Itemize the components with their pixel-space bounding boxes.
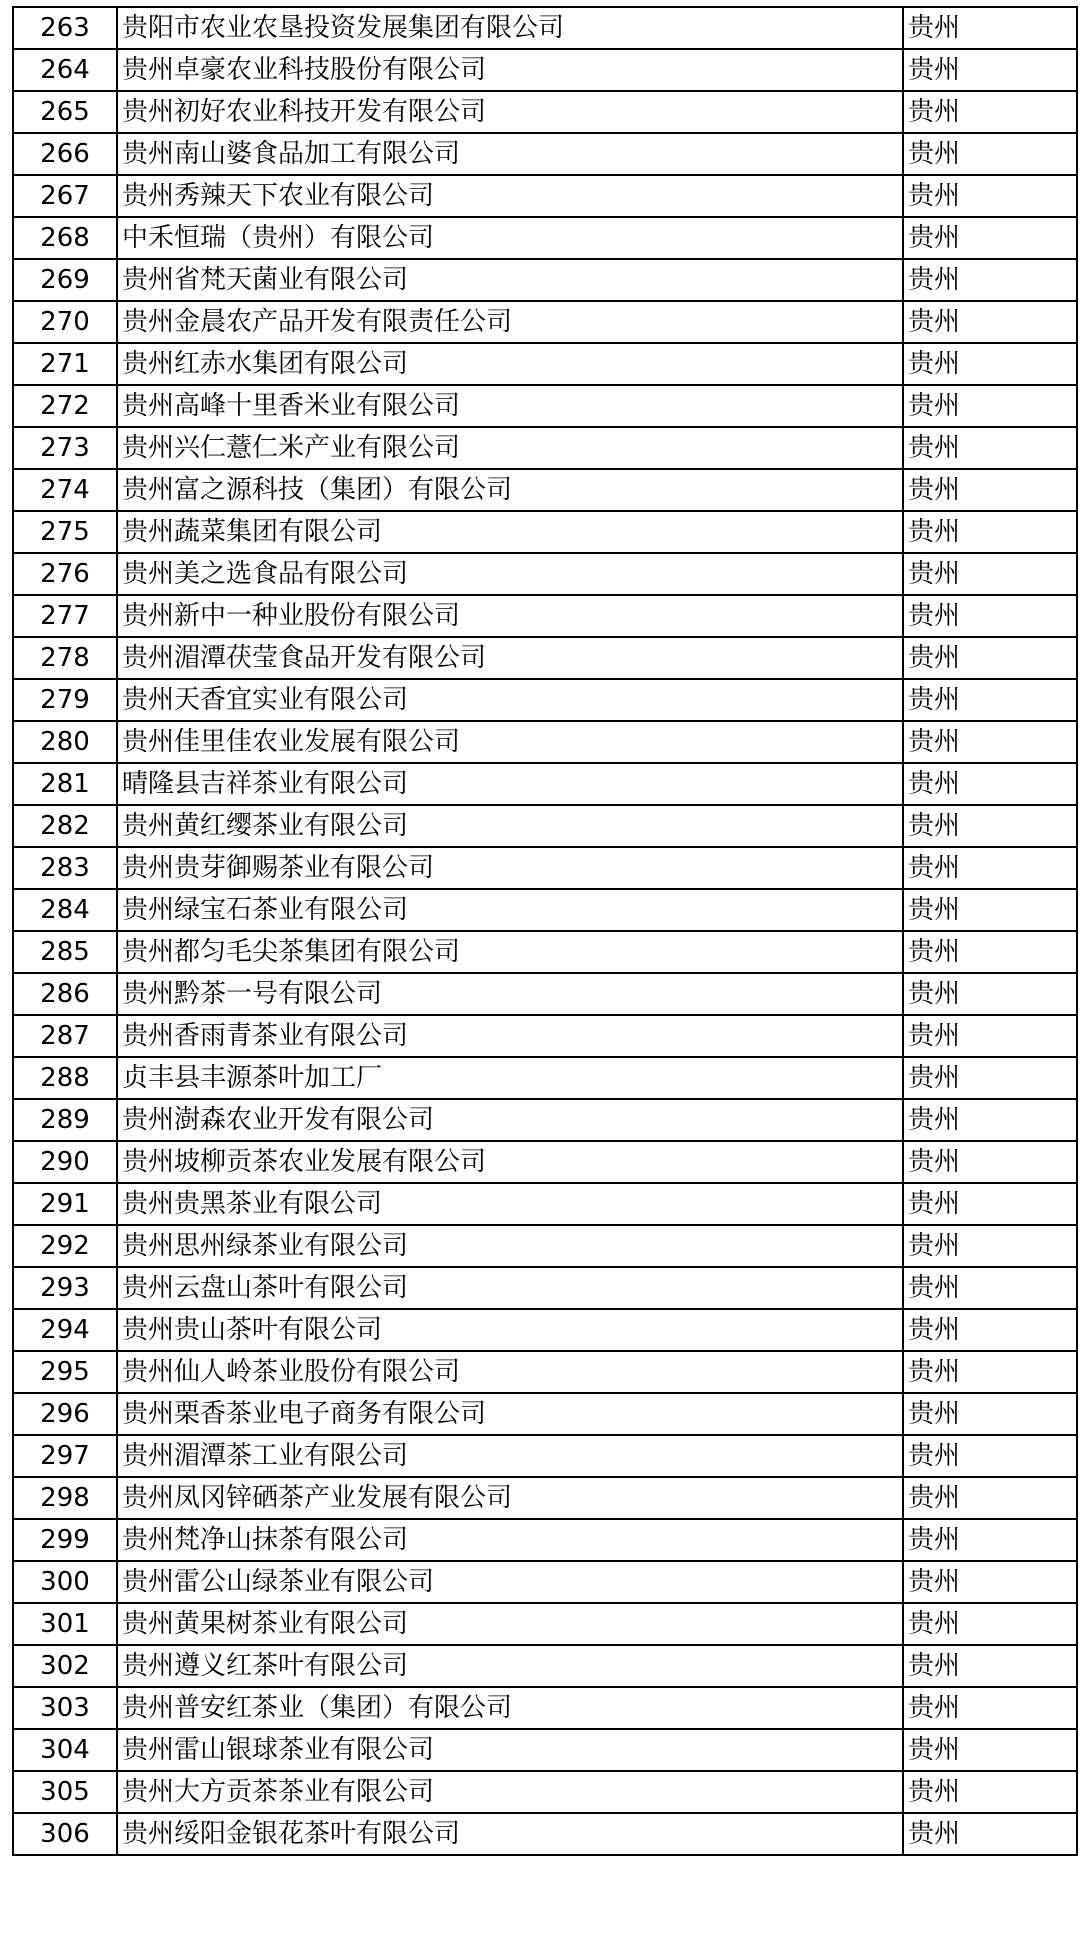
row-number-cell: 278 [13,637,117,679]
row-number-cell: 281 [13,763,117,805]
row-number-cell: 272 [13,385,117,427]
row-number-cell: 266 [13,133,117,175]
company-name-cell: 贵州湄潭茯莹食品开发有限公司 [117,637,903,679]
row-number-cell: 292 [13,1225,117,1267]
region-cell: 贵州 [903,1183,1077,1225]
row-number-cell: 286 [13,973,117,1015]
row-number-cell: 280 [13,721,117,763]
row-number-cell: 263 [13,7,117,49]
table-row [13,1099,1077,1141]
region-cell: 贵州 [903,1687,1077,1729]
table-row [13,1477,1077,1519]
company-name-cell: 贵州绿宝石茶业有限公司 [117,889,903,931]
table-row [13,1561,1077,1603]
region-cell: 贵州 [903,1771,1077,1813]
table-row [13,889,1077,931]
region-cell: 贵州 [903,427,1077,469]
company-name-cell: 贵州梵净山抹茶有限公司 [117,1519,903,1561]
row-number-cell: 290 [13,1141,117,1183]
company-name-cell: 贵州绥阳金银花茶叶有限公司 [117,1813,903,1855]
row-number-cell: 275 [13,511,117,553]
row-number-cell: 271 [13,343,117,385]
company-name-cell: 贵州凤冈锌硒茶产业发展有限公司 [117,1477,903,1519]
table-row [13,805,1077,847]
company-name-cell: 贵州云盘山茶叶有限公司 [117,1267,903,1309]
region-cell: 贵州 [903,217,1077,259]
region-cell: 贵州 [903,91,1077,133]
company-name-cell: 贵州兴仁薏仁米产业有限公司 [117,427,903,469]
company-name-cell: 贵州都匀毛尖茶集团有限公司 [117,931,903,973]
table-row [13,1645,1077,1687]
table-row [13,49,1077,91]
region-cell: 贵州 [903,1141,1077,1183]
region-cell: 贵州 [903,7,1077,49]
row-number-cell: 299 [13,1519,117,1561]
row-number-cell: 264 [13,49,117,91]
region-cell: 贵州 [903,763,1077,805]
company-name-cell: 贵州蔬菜集团有限公司 [117,511,903,553]
company-name-cell: 晴隆县吉祥茶业有限公司 [117,763,903,805]
row-number-cell: 301 [13,1603,117,1645]
table-row [13,973,1077,1015]
region-cell: 贵州 [903,1645,1077,1687]
company-name-cell: 贵州新中一种业股份有限公司 [117,595,903,637]
table-row [13,133,1077,175]
region-cell: 贵州 [903,1729,1077,1771]
region-cell: 贵州 [903,1351,1077,1393]
row-number-cell: 287 [13,1015,117,1057]
region-cell: 贵州 [903,1225,1077,1267]
company-name-cell: 贵州香雨青茶业有限公司 [117,1015,903,1057]
region-cell: 贵州 [903,301,1077,343]
table-row [13,91,1077,133]
row-number-cell: 297 [13,1435,117,1477]
company-name-cell: 贵州金晨农产品开发有限责任公司 [117,301,903,343]
company-name-cell: 贵州湄潭茶工业有限公司 [117,1435,903,1477]
row-number-cell: 295 [13,1351,117,1393]
row-number-cell: 273 [13,427,117,469]
table-row [13,1183,1077,1225]
region-cell: 贵州 [903,721,1077,763]
table-row [13,1729,1077,1771]
table-row [13,469,1077,511]
row-number-cell: 306 [13,1813,117,1855]
table-row [13,511,1077,553]
row-number-cell: 269 [13,259,117,301]
company-name-cell: 中禾恒瑞（贵州）有限公司 [117,217,903,259]
region-cell: 贵州 [903,1015,1077,1057]
region-cell: 贵州 [903,133,1077,175]
table-row [13,637,1077,679]
table-row [13,553,1077,595]
region-cell: 贵州 [903,889,1077,931]
company-name-cell: 贵州雷山银球茶业有限公司 [117,1729,903,1771]
table-row [13,385,1077,427]
row-number-cell: 283 [13,847,117,889]
company-list-table [12,6,1078,1856]
row-number-cell: 294 [13,1309,117,1351]
row-number-cell: 276 [13,553,117,595]
region-cell: 贵州 [903,175,1077,217]
table-row [13,931,1077,973]
region-cell: 贵州 [903,1519,1077,1561]
company-name-cell: 贵州秀辣天下农业有限公司 [117,175,903,217]
table-row [13,1225,1077,1267]
row-number-cell: 293 [13,1267,117,1309]
row-number-cell: 268 [13,217,117,259]
row-number-cell: 267 [13,175,117,217]
row-number-cell: 289 [13,1099,117,1141]
company-name-cell: 贵州美之选食品有限公司 [117,553,903,595]
table-row [13,1141,1077,1183]
company-name-cell: 贵州高峰十里香米业有限公司 [117,385,903,427]
row-number-cell: 302 [13,1645,117,1687]
region-cell: 贵州 [903,679,1077,721]
region-cell: 贵州 [903,847,1077,889]
region-cell: 贵州 [903,1813,1077,1855]
row-number-cell: 284 [13,889,117,931]
company-name-cell: 贵州黄红缨茶业有限公司 [117,805,903,847]
region-cell: 贵州 [903,931,1077,973]
region-cell: 贵州 [903,973,1077,1015]
company-name-cell: 贵州佳里佳农业发展有限公司 [117,721,903,763]
table-row [13,7,1077,49]
company-name-cell: 贵州贵芽御赐茶业有限公司 [117,847,903,889]
company-name-cell: 贵阳市农业农垦投资发展集团有限公司 [117,7,903,49]
company-name-cell: 贵州思州绿茶业有限公司 [117,1225,903,1267]
company-name-cell: 贵州黔茶一号有限公司 [117,973,903,1015]
company-name-cell: 贵州红赤水集团有限公司 [117,343,903,385]
region-cell: 贵州 [903,259,1077,301]
region-cell: 贵州 [903,1561,1077,1603]
company-name-cell: 贵州省梵天菌业有限公司 [117,259,903,301]
table-row [13,763,1077,805]
row-number-cell: 288 [13,1057,117,1099]
region-cell: 贵州 [903,553,1077,595]
region-cell: 贵州 [903,1603,1077,1645]
table-row [13,343,1077,385]
table-row [13,679,1077,721]
table-row [13,1351,1077,1393]
region-cell: 贵州 [903,637,1077,679]
company-name-cell: 贵州栗香茶业电子商务有限公司 [117,1393,903,1435]
company-name-cell: 贵州雷公山绿茶业有限公司 [117,1561,903,1603]
company-name-cell: 贵州贵山茶叶有限公司 [117,1309,903,1351]
table-row [13,595,1077,637]
company-name-cell: 贵州南山婆食品加工有限公司 [117,133,903,175]
row-number-cell: 296 [13,1393,117,1435]
region-cell: 贵州 [903,385,1077,427]
row-number-cell: 303 [13,1687,117,1729]
region-cell: 贵州 [903,1099,1077,1141]
region-cell: 贵州 [903,469,1077,511]
region-cell: 贵州 [903,1309,1077,1351]
row-number-cell: 298 [13,1477,117,1519]
row-number-cell: 300 [13,1561,117,1603]
table-row [13,259,1077,301]
region-cell: 贵州 [903,1435,1077,1477]
row-number-cell: 305 [13,1771,117,1813]
table-row [13,1393,1077,1435]
company-name-cell: 贵州遵义红茶叶有限公司 [117,1645,903,1687]
region-cell: 贵州 [903,1057,1077,1099]
region-cell: 贵州 [903,595,1077,637]
table-row [13,175,1077,217]
row-number-cell: 265 [13,91,117,133]
company-name-cell: 贵州坡柳贡茶农业发展有限公司 [117,1141,903,1183]
row-number-cell: 291 [13,1183,117,1225]
region-cell: 贵州 [903,1267,1077,1309]
row-number-cell: 270 [13,301,117,343]
table-body [13,7,1077,1855]
table-row [13,1309,1077,1351]
table-row [13,1015,1077,1057]
company-name-cell: 贵州贵黑茶业有限公司 [117,1183,903,1225]
region-cell: 贵州 [903,1393,1077,1435]
table-row [13,1267,1077,1309]
region-cell: 贵州 [903,1477,1077,1519]
company-name-cell: 贵州黄果树茶业有限公司 [117,1603,903,1645]
row-number-cell: 277 [13,595,117,637]
row-number-cell: 279 [13,679,117,721]
company-name-cell: 贵州仙人岭茶业股份有限公司 [117,1351,903,1393]
company-name-cell: 贵州初好农业科技开发有限公司 [117,91,903,133]
table-row [13,1519,1077,1561]
table-row [13,1771,1077,1813]
table-row [13,847,1077,889]
table-row [13,301,1077,343]
table-row [13,1813,1077,1855]
table-row [13,1435,1077,1477]
company-name-cell: 贵州富之源科技（集团）有限公司 [117,469,903,511]
table-row [13,1603,1077,1645]
company-name-cell: 贞丰县丰源茶叶加工厂 [117,1057,903,1099]
region-cell: 贵州 [903,805,1077,847]
table-row [13,1687,1077,1729]
region-cell: 贵州 [903,343,1077,385]
table-row [13,1057,1077,1099]
company-name-cell: 贵州澍森农业开发有限公司 [117,1099,903,1141]
company-name-cell: 贵州天香宜实业有限公司 [117,679,903,721]
table-row [13,427,1077,469]
company-name-cell: 贵州大方贡茶茶业有限公司 [117,1771,903,1813]
company-name-cell: 贵州普安红茶业（集团）有限公司 [117,1687,903,1729]
row-number-cell: 274 [13,469,117,511]
company-name-cell: 贵州卓豪农业科技股份有限公司 [117,49,903,91]
row-number-cell: 285 [13,931,117,973]
region-cell: 贵州 [903,49,1077,91]
region-cell: 贵州 [903,511,1077,553]
row-number-cell: 304 [13,1729,117,1771]
row-number-cell: 282 [13,805,117,847]
table-row [13,721,1077,763]
table-row [13,217,1077,259]
